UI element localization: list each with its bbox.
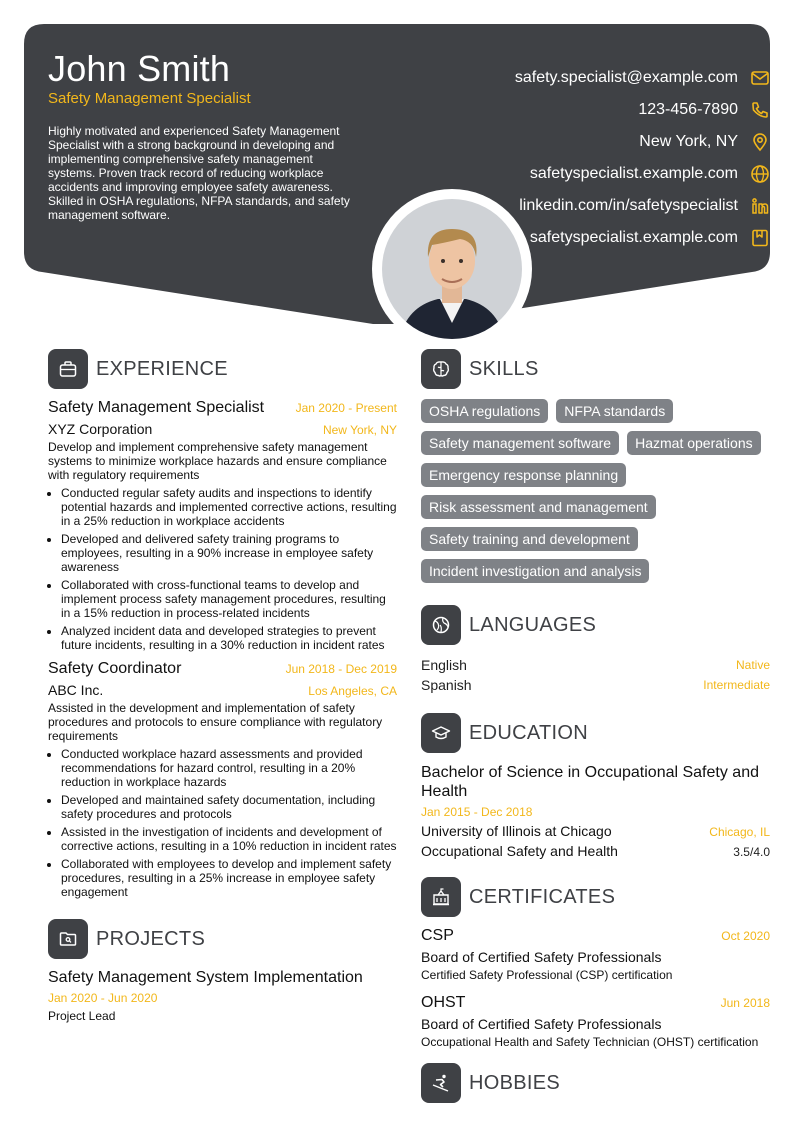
bookmark-icon bbox=[750, 228, 770, 248]
school-location: Chicago, IL bbox=[709, 825, 770, 839]
language-name: English bbox=[421, 657, 467, 673]
contact-website-text[interactable]: safetyspecialist.example.com bbox=[529, 165, 738, 182]
job-description: Assisted in the development and implementation of safety procedures and protocols to ensure compliance with regulatory requirements bbox=[48, 701, 383, 743]
certificate-entry bbox=[421, 994, 770, 1049]
linkedin-icon bbox=[750, 196, 770, 216]
certificate-date: Jun 2018 bbox=[720, 996, 770, 1010]
mail-icon bbox=[750, 68, 770, 88]
location-pin-icon bbox=[750, 132, 770, 152]
globe-icon bbox=[750, 164, 770, 184]
job-location: Los Angeles, CA bbox=[308, 684, 397, 698]
job-achievements bbox=[48, 747, 397, 899]
folder-icon bbox=[48, 919, 88, 959]
contact-location bbox=[350, 126, 770, 158]
job-entry bbox=[48, 399, 397, 652]
job-dates: Jan 2020 - Present bbox=[295, 401, 397, 415]
certificate-entry bbox=[421, 927, 770, 982]
skills-list bbox=[421, 399, 770, 591]
job-dates: Jun 2018 - Dec 2019 bbox=[285, 662, 397, 676]
education-dates: Jan 2015 - Dec 2018 bbox=[421, 805, 533, 819]
skill-chip: Incident investigation and analysis bbox=[421, 559, 649, 583]
candidate-title: Safety Management Specialist bbox=[48, 90, 251, 107]
skill-chip: Risk assessment and management bbox=[421, 495, 656, 519]
contact-location-text: New York, NY bbox=[639, 133, 738, 150]
project-role: Project Lead bbox=[48, 1009, 116, 1023]
skill-chip: OSHA regulations bbox=[421, 399, 548, 423]
job-location: New York, NY bbox=[322, 423, 397, 437]
skill-chip: Safety training and development bbox=[421, 527, 638, 551]
languages-title: LANGUAGES bbox=[469, 613, 597, 636]
job-company: ABC Inc. bbox=[48, 682, 104, 698]
job-role: Safety Coordinator bbox=[48, 660, 182, 677]
achievement-item: • Developed and delivered safety training programs to employees, resulting in a 90% increase in employee safety awareness bbox=[61, 532, 397, 574]
school-name: University of Illinois at Chicago bbox=[421, 823, 612, 839]
briefcase-icon bbox=[48, 349, 88, 389]
profile-photo bbox=[382, 199, 522, 339]
left-column bbox=[48, 349, 397, 1023]
certificate-description: Occupational Health and Safety Technician (OHST) certification bbox=[421, 1035, 759, 1049]
degree: Bachelor of Science in Occupational Safety and Health bbox=[421, 764, 759, 800]
skill-chip: Hazmat operations bbox=[627, 431, 761, 455]
achievement-item: • Collaborated with employees to develop and implement safety procedures, resulting in a 25% increase in employee safety engagement bbox=[61, 857, 397, 899]
graduation-cap-icon bbox=[421, 713, 461, 753]
project-dates: Jan 2020 - Jun 2020 bbox=[48, 991, 158, 1005]
contact-website[interactable] bbox=[350, 158, 770, 190]
language-name: Spanish bbox=[421, 677, 472, 693]
avatar bbox=[372, 189, 532, 349]
achievement-item: • Assisted in the investigation of incidents and development of corrective actions, resulting in a 10% reduction in incident rates bbox=[61, 825, 397, 853]
achievement-item: • Developed and maintained safety documentation, including safety procedures and protocols bbox=[61, 793, 397, 821]
project-entry bbox=[48, 969, 397, 1023]
skill-chip: Emergency response planning bbox=[421, 463, 626, 487]
achievement-item: • Collaborated with cross-functional teams to develop and implement process safety management procedures, resulting in a 15% reduction in process-related incidents bbox=[61, 578, 397, 620]
hobbies-title: HOBBIES bbox=[469, 1071, 561, 1094]
education-entry bbox=[421, 763, 770, 859]
projects-section-header bbox=[48, 919, 397, 959]
certificate-issuer: Board of Certified Safety Professionals bbox=[421, 949, 662, 965]
language-level: Native bbox=[735, 658, 770, 672]
job-achievements bbox=[48, 486, 397, 652]
phone-icon bbox=[750, 100, 770, 120]
education-section-header bbox=[421, 713, 770, 753]
skill-chip: Safety management software bbox=[421, 431, 619, 455]
institution-icon bbox=[421, 877, 461, 917]
skier-icon bbox=[421, 1063, 461, 1103]
contact-portfolio-text[interactable]: safetyspecialist.example.com bbox=[529, 229, 738, 246]
job-role: Safety Management Specialist bbox=[48, 399, 265, 416]
achievement-item: • Analyzed incident data and developed strategies to prevent future incidents, resulting in a 30% reduction in incident rates bbox=[61, 624, 397, 652]
brain-icon bbox=[421, 349, 461, 389]
contact-phone[interactable] bbox=[350, 94, 770, 126]
education-title: EDUCATION bbox=[469, 721, 588, 744]
certificates-title: CERTIFICATES bbox=[469, 885, 616, 908]
summary-text: Highly motivated and experienced Safety Management Specialist with a strong background in developing and implementing comprehensive safety management systems. Proven track record of reducing workplace accidents and improving employee safety awareness. Skilled in OSHA regulations, NFPA standards, and safety management software. bbox=[48, 124, 350, 222]
skills-title: SKILLS bbox=[469, 357, 539, 380]
languages-section-header bbox=[421, 605, 770, 645]
certificate-date: Oct 2020 bbox=[721, 929, 770, 943]
certificate-description: Certified Safety Professional (CSP) certification bbox=[421, 968, 673, 982]
projects-title: PROJECTS bbox=[96, 927, 206, 950]
experience-title: EXPERIENCE bbox=[96, 357, 228, 380]
skill-chip: NFPA standards bbox=[556, 399, 673, 423]
contact-linkedin-text[interactable]: linkedin.com/in/safetyspecialist bbox=[519, 197, 738, 214]
language-row bbox=[421, 675, 770, 695]
languages-list bbox=[421, 655, 770, 695]
contact-phone-text[interactable]: 123-456-7890 bbox=[638, 101, 738, 118]
job-description: Develop and implement comprehensive safety management systems to minimize workplace hazards and ensure compliance with regulatory requirements bbox=[48, 440, 387, 482]
achievement-item: • Conducted regular safety audits and inspections to identify potential hazards and implemented corrective actions, resulting in a 25% reduction in workplace accidents bbox=[61, 486, 397, 528]
language-level: Intermediate bbox=[703, 678, 770, 692]
field-of-study: Occupational Safety and Health bbox=[421, 843, 618, 859]
skills-section-header bbox=[421, 349, 770, 389]
experience-section-header bbox=[48, 349, 397, 389]
certificate-issuer: Board of Certified Safety Professionals bbox=[421, 1016, 662, 1032]
job-entry bbox=[48, 660, 397, 899]
achievement-item: • Conducted workplace hazard assessments and provided recommendations for hazard control, resulting in a 20% reduction in workplace hazards bbox=[61, 747, 397, 789]
hobbies-section-header bbox=[421, 1063, 770, 1103]
language-globe-icon bbox=[421, 605, 461, 645]
project-name: Safety Management System Implementation bbox=[48, 969, 363, 986]
candidate-name: John Smith bbox=[48, 48, 231, 89]
certificates-section-header bbox=[421, 877, 770, 917]
right-column bbox=[421, 349, 770, 1113]
gpa: 3.5/4.0 bbox=[733, 845, 770, 859]
job-company: XYZ Corporation bbox=[48, 421, 153, 437]
contact-email[interactable] bbox=[350, 62, 770, 94]
language-row bbox=[421, 655, 770, 675]
contact-email-text[interactable]: safety.specialist@example.com bbox=[514, 69, 738, 86]
certificate-name: OHST bbox=[421, 994, 466, 1011]
certificate-name: CSP bbox=[421, 927, 454, 944]
